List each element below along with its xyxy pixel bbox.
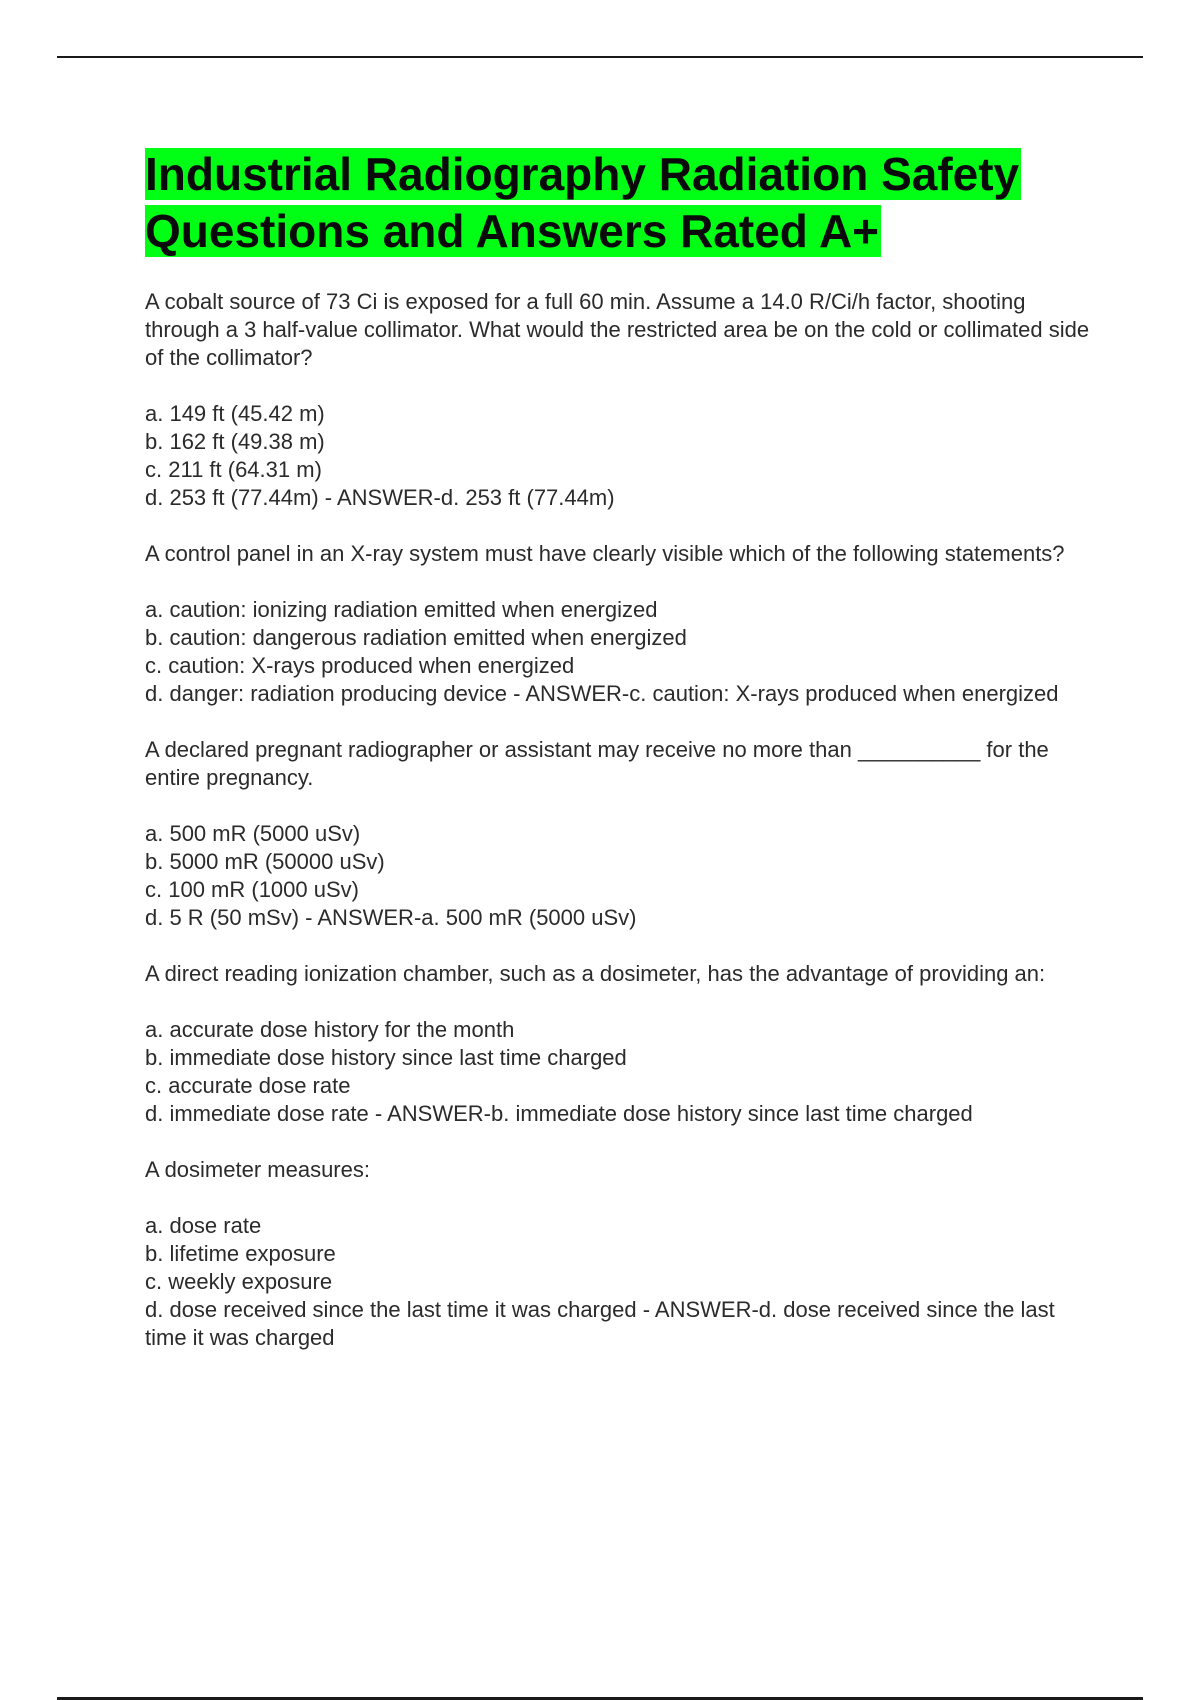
option-c: c. caution: X-rays produced when energized xyxy=(145,653,575,678)
option-a: a. 500 mR (5000 uSv) xyxy=(145,821,361,846)
option-d-with-answer: d. immediate dose rate - ANSWER-b. immediate dose history since last time charged xyxy=(145,1101,973,1126)
option-d-with-answer: d. 5 R (50 mSv) - ANSWER-a. 500 mR (5000 uSv) xyxy=(145,905,637,930)
answer-options xyxy=(145,820,1095,932)
option-c: c. weekly exposure xyxy=(145,1269,333,1294)
option-d-with-answer: d. dose received since the last time it was charged - ANSWER-d. dose received since the last time it was charged xyxy=(145,1297,1055,1350)
answer-options xyxy=(145,596,1095,708)
question-block-5 xyxy=(145,1156,1095,1352)
question-text: A declared pregnant radiographer or assistant may receive no more than __________ for the entire pregnancy. xyxy=(145,737,1049,790)
option-a: a. 149 ft (45.42 m) xyxy=(145,401,325,426)
option-b: b. 5000 mR (50000 uSv) xyxy=(145,849,385,874)
option-c: c. 211 ft (64.31 m) xyxy=(145,457,322,482)
question-block-3 xyxy=(145,736,1095,932)
title-line-1: Industrial Radiography Radiation Safety xyxy=(145,148,1020,200)
option-a: a. caution: ionizing radiation emitted when energized xyxy=(145,597,658,622)
option-d-with-answer: d. danger: radiation producing device - ANSWER-c. caution: X-rays produced when energized xyxy=(145,681,1059,706)
option-c: c. accurate dose rate xyxy=(145,1073,351,1098)
question-text: A dosimeter measures: xyxy=(145,1157,370,1182)
question-block-4 xyxy=(145,960,1095,1128)
answer-options xyxy=(145,400,1095,512)
option-b: b. caution: dangerous radiation emitted when energized xyxy=(145,625,687,650)
document-title xyxy=(145,146,1095,260)
question-text: A cobalt source of 73 Ci is exposed for a full 60 min. Assume a 14.0 R/Ci/h factor, shooting through a 3 half-value collimator. What would the restricted area be on the cold or collimated side of the collimator? xyxy=(145,289,1090,370)
option-a: a. dose rate xyxy=(145,1213,262,1238)
option-b: b. immediate dose history since last time charged xyxy=(145,1045,627,1070)
option-d-with-answer: d. 253 ft (77.44m) - ANSWER-d. 253 ft (77.44m) xyxy=(145,485,615,510)
option-b: b. lifetime exposure xyxy=(145,1241,336,1266)
question-text: A control panel in an X-ray system must have clearly visible which of the following statements? xyxy=(145,541,1065,566)
option-c: c. 100 mR (1000 uSv) xyxy=(145,877,359,902)
question-block-2 xyxy=(145,540,1095,708)
option-b: b. 162 ft (49.38 m) xyxy=(145,429,325,454)
question-block-1 xyxy=(145,288,1095,512)
top-rule xyxy=(57,56,1143,58)
question-text: A direct reading ionization chamber, such as a dosimeter, has the advantage of providing an: xyxy=(145,961,1046,986)
option-a: a. accurate dose history for the month xyxy=(145,1017,515,1042)
document-body xyxy=(145,146,1095,1352)
answer-options xyxy=(145,1212,1095,1352)
title-line-2: Questions and Answers Rated A+ xyxy=(145,205,880,257)
answer-options xyxy=(145,1016,1095,1128)
